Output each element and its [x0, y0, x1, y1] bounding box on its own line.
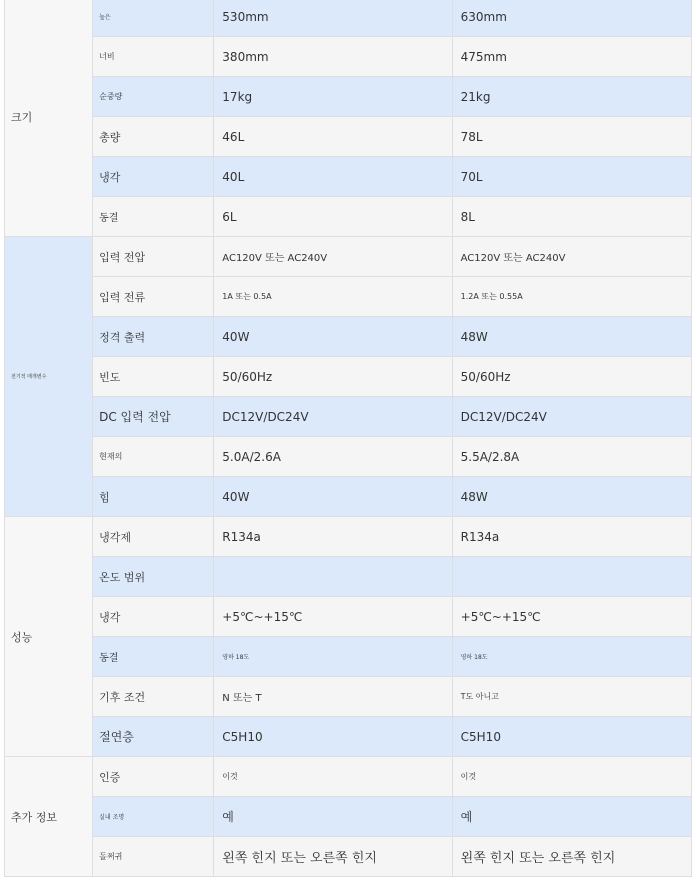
row-label: 냉각제 — [93, 517, 214, 557]
row-label: DC 입력 전압 — [93, 397, 214, 437]
value-model-b: 630mm — [452, 0, 691, 37]
value-model-b: 50/60Hz — [452, 357, 691, 397]
row-label: 기후 조건 — [93, 677, 214, 717]
row-label: 냉각 — [93, 157, 214, 197]
value-model-a: 46L — [214, 117, 452, 157]
row-label: 입력 전류 — [93, 277, 214, 317]
row-label: 온도 범위 — [93, 557, 214, 597]
row-label: 순중량 — [93, 77, 214, 117]
row-label: 냉각 — [93, 597, 214, 637]
value-model-a: 이것 — [214, 757, 452, 797]
value-model-a: 380mm — [214, 37, 452, 77]
value-model-b: 21kg — [452, 77, 691, 117]
table-row — [5, 357, 692, 397]
table-row — [5, 117, 692, 157]
value-model-b: AC120V 또는 AC240V — [452, 237, 691, 277]
value-model-a: 17kg — [214, 77, 452, 117]
table-row — [5, 437, 692, 477]
table-row — [5, 477, 692, 517]
row-label: 입력 전압 — [93, 237, 214, 277]
value-model-a: 40L — [214, 157, 452, 197]
value-model-b: 이것 — [452, 757, 691, 797]
table-row — [5, 397, 692, 437]
row-label: 정격 출력 — [93, 317, 214, 357]
row-label: 절연층 — [93, 717, 214, 757]
value-model-a: 530mm — [214, 0, 452, 37]
value-model-b: 왼쪽 힌지 또는 오른쪽 힌지 — [452, 837, 691, 877]
table-row — [5, 317, 692, 357]
table-row — [5, 517, 692, 557]
row-label: 힘 — [93, 477, 214, 517]
group-additional: 추가 정보 — [5, 757, 93, 877]
value-model-b: T도 아니고 — [452, 677, 691, 717]
value-model-a: R134a — [214, 517, 452, 557]
table-row — [5, 157, 692, 197]
row-label: 높은 — [93, 0, 214, 37]
table-row — [5, 677, 692, 717]
table-row — [5, 0, 692, 37]
row-label: 실내 조명 — [93, 797, 214, 837]
value-model-a: 예 — [214, 797, 452, 837]
table-row — [5, 597, 692, 637]
value-model-b: 영하 18도 — [452, 637, 691, 677]
value-model-b: 78L — [452, 117, 691, 157]
value-model-b: 48W — [452, 317, 691, 357]
table-row — [5, 757, 692, 797]
value-model-b: +5℃~+15℃ — [452, 597, 691, 637]
value-model-a: C5H10 — [214, 717, 452, 757]
value-model-a — [214, 557, 452, 597]
value-model-b: 1.2A 또는 0.55A — [452, 277, 691, 317]
spec-table — [4, 0, 692, 877]
row-label: 돌쩌귀 — [93, 837, 214, 877]
value-model-b: C5H10 — [452, 717, 691, 757]
value-model-a: 40W — [214, 477, 452, 517]
value-model-b: DC12V/DC24V — [452, 397, 691, 437]
value-model-b: 70L — [452, 157, 691, 197]
value-model-a: 6L — [214, 197, 452, 237]
value-model-a: 왼쪽 힌지 또는 오른쪽 힌지 — [214, 837, 452, 877]
value-model-b: 예 — [452, 797, 691, 837]
row-label: 너비 — [93, 37, 214, 77]
table-row — [5, 197, 692, 237]
table-row — [5, 637, 692, 677]
row-label: 동결 — [93, 637, 214, 677]
table-row — [5, 797, 692, 837]
value-model-a: N 또는 T — [214, 677, 452, 717]
value-model-a: DC12V/DC24V — [214, 397, 452, 437]
value-model-b: 8L — [452, 197, 691, 237]
table-row — [5, 37, 692, 77]
group-electrical: 전기적 매개변수 — [5, 237, 93, 517]
value-model-b: R134a — [452, 517, 691, 557]
value-model-b — [452, 557, 691, 597]
row-label: 인증 — [93, 757, 214, 797]
row-label: 총량 — [93, 117, 214, 157]
group-performance: 성능 — [5, 517, 93, 757]
value-model-a: AC120V 또는 AC240V — [214, 237, 452, 277]
row-label: 빈도 — [93, 357, 214, 397]
value-model-a: 1A 또는 0.5A — [214, 277, 452, 317]
value-model-b: 5.5A/2.8A — [452, 437, 691, 477]
value-model-b: 48W — [452, 477, 691, 517]
value-model-a: 40W — [214, 317, 452, 357]
table-row — [5, 237, 692, 277]
row-label: 동결 — [93, 197, 214, 237]
group-size: 크기 — [5, 0, 93, 237]
value-model-b: 475mm — [452, 37, 691, 77]
table-row — [5, 557, 692, 597]
row-label: 현재의 — [93, 437, 214, 477]
table-row — [5, 717, 692, 757]
table-row — [5, 77, 692, 117]
value-model-a: 영하 18도 — [214, 637, 452, 677]
table-row — [5, 837, 692, 877]
value-model-a: 5.0A/2.6A — [214, 437, 452, 477]
value-model-a: 50/60Hz — [214, 357, 452, 397]
value-model-a: +5℃~+15℃ — [214, 597, 452, 637]
table-row — [5, 277, 692, 317]
